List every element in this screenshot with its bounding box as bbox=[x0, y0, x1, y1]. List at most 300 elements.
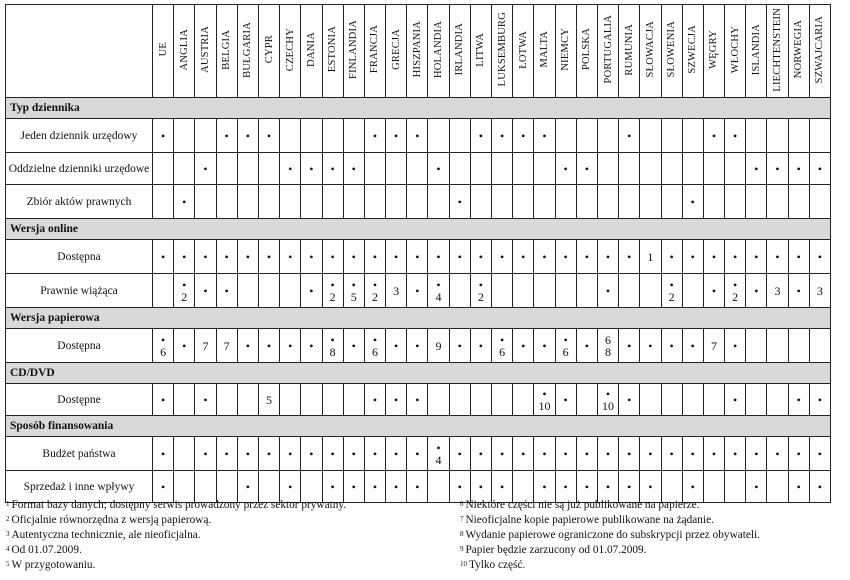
bullet-mark: • bbox=[542, 479, 547, 494]
footnote bbox=[460, 498, 760, 513]
table-cell bbox=[428, 153, 449, 185]
bullet-mark: • bbox=[499, 249, 505, 264]
table-cell bbox=[343, 329, 364, 363]
table-cell bbox=[555, 437, 576, 471]
cell-marks bbox=[789, 285, 809, 297]
cell-marks bbox=[810, 394, 830, 406]
bullet-mark: • bbox=[733, 392, 738, 407]
cell-marks bbox=[746, 448, 766, 460]
table-cell bbox=[407, 185, 428, 219]
cell-marks bbox=[662, 251, 682, 263]
bullet-mark: • bbox=[627, 128, 632, 143]
footnote-number: 7 bbox=[460, 515, 464, 523]
country-name: FRANCJA bbox=[369, 25, 381, 74]
cell-marks bbox=[471, 279, 491, 303]
footnote-ref: 6 bbox=[605, 332, 612, 347]
country-name: MALTA bbox=[538, 31, 550, 68]
table-cell bbox=[364, 384, 385, 416]
cell-marks bbox=[153, 394, 173, 406]
country-name: CYPR bbox=[263, 35, 275, 64]
table-cell bbox=[280, 329, 301, 363]
country-name: ANGLIA bbox=[178, 28, 190, 71]
table-cell bbox=[301, 437, 322, 471]
table-cell bbox=[619, 384, 640, 416]
cell-marks bbox=[153, 251, 173, 263]
table-cell bbox=[195, 274, 216, 308]
cell-marks bbox=[725, 394, 745, 406]
bullet-mark: • bbox=[521, 128, 526, 143]
cell-marks bbox=[217, 285, 237, 297]
table-cell bbox=[301, 153, 322, 185]
table-cell bbox=[746, 437, 767, 471]
country-name: UE bbox=[157, 42, 169, 57]
cell-marks bbox=[301, 251, 321, 263]
cell-marks bbox=[428, 442, 448, 466]
table-cell bbox=[174, 153, 195, 185]
table-cell bbox=[597, 153, 618, 185]
country-header bbox=[746, 5, 767, 98]
table-cell bbox=[725, 153, 746, 185]
bullet-mark: • bbox=[330, 249, 335, 264]
bullet-mark: • bbox=[605, 386, 611, 401]
table-cell bbox=[597, 119, 618, 153]
bullet-mark: • bbox=[415, 479, 420, 494]
table-cell bbox=[470, 185, 491, 219]
table-cell bbox=[174, 119, 195, 153]
bullet-mark: • bbox=[711, 249, 717, 264]
table-cell bbox=[386, 329, 407, 363]
bullet-mark: • bbox=[584, 161, 589, 176]
table-cell bbox=[534, 153, 555, 185]
table-cell bbox=[364, 437, 385, 471]
country-header bbox=[492, 5, 513, 98]
footnote-ref: 4 bbox=[435, 452, 442, 467]
footnote-number: 9 bbox=[460, 545, 464, 553]
table-cell bbox=[470, 153, 491, 185]
cell-marks bbox=[810, 481, 830, 493]
table-cell bbox=[280, 274, 301, 308]
cell-marks bbox=[386, 394, 406, 406]
cell-marks bbox=[344, 251, 364, 263]
cell-marks bbox=[344, 448, 364, 460]
table-cell bbox=[237, 240, 258, 274]
table-cell bbox=[216, 153, 237, 185]
footnotes-left bbox=[6, 498, 346, 573]
bullet-mark: • bbox=[754, 479, 759, 494]
country-name: SZWECJA bbox=[687, 25, 699, 74]
footnote-ref: 3 bbox=[816, 283, 823, 298]
country-name: SŁOWENIA bbox=[666, 21, 678, 78]
cell-marks bbox=[746, 163, 766, 175]
table-cell bbox=[322, 240, 343, 274]
table-cell bbox=[428, 471, 449, 503]
footnote-ref: 6 bbox=[562, 344, 569, 359]
cell-marks bbox=[534, 481, 554, 493]
table-cell bbox=[470, 329, 491, 363]
cell-marks bbox=[195, 251, 215, 263]
table-cell bbox=[767, 153, 788, 185]
table-cell bbox=[237, 153, 258, 185]
footnote-text: Nieoficjalne kopie papierowe publikowane na żądanie. bbox=[465, 514, 714, 526]
footnote-text: W przygotowaniu. bbox=[11, 559, 96, 571]
table-cell bbox=[597, 240, 618, 274]
table-cell bbox=[258, 384, 279, 416]
country-name: ŁOTWA bbox=[517, 30, 529, 69]
bullet-mark: • bbox=[203, 249, 208, 264]
table-cell bbox=[788, 437, 809, 471]
cell-marks bbox=[217, 130, 237, 142]
cell-marks bbox=[513, 130, 533, 142]
cell-marks bbox=[577, 481, 597, 493]
bullet-mark: • bbox=[266, 128, 272, 143]
table-cell bbox=[343, 471, 364, 503]
table-cell bbox=[682, 274, 703, 308]
cell-marks bbox=[640, 481, 660, 493]
table-cell bbox=[682, 240, 703, 274]
cell-marks bbox=[789, 481, 809, 493]
table-cell bbox=[619, 240, 640, 274]
cell-marks bbox=[386, 448, 406, 460]
table-cell bbox=[513, 119, 534, 153]
bullet-mark: • bbox=[415, 283, 420, 298]
table-cell bbox=[407, 329, 428, 363]
table-cell bbox=[703, 274, 724, 308]
table-cell bbox=[470, 274, 491, 308]
table-cell bbox=[555, 119, 576, 153]
table-cell bbox=[428, 437, 449, 471]
table-cell bbox=[449, 153, 470, 185]
bullet-mark: • bbox=[245, 479, 250, 494]
footnote-ref: 7 bbox=[202, 338, 209, 353]
bullet-mark: • bbox=[478, 277, 483, 292]
table-cell bbox=[492, 153, 513, 185]
bullet-mark: • bbox=[627, 479, 632, 494]
table-cell bbox=[597, 185, 618, 219]
country-header bbox=[555, 5, 576, 98]
cell-marks bbox=[259, 448, 279, 460]
country-header bbox=[597, 5, 618, 98]
cell-marks bbox=[492, 448, 512, 460]
table-row bbox=[6, 153, 831, 185]
country-name: AUSTRIA bbox=[199, 26, 211, 73]
cell-marks bbox=[428, 251, 448, 263]
country-header bbox=[343, 5, 364, 98]
country-header bbox=[725, 5, 746, 98]
table-cell bbox=[534, 119, 555, 153]
bullet-mark: • bbox=[182, 338, 187, 353]
table-cell bbox=[661, 329, 682, 363]
table-cell bbox=[767, 329, 788, 363]
table-cell bbox=[216, 240, 237, 274]
cell-marks bbox=[513, 251, 533, 263]
cell-marks bbox=[386, 285, 406, 297]
bullet-mark: • bbox=[309, 249, 314, 264]
table-cell bbox=[809, 240, 830, 274]
section-header-row bbox=[6, 308, 831, 329]
table-cell bbox=[343, 185, 364, 219]
bullet-mark: • bbox=[224, 249, 229, 264]
table-cell bbox=[153, 384, 174, 416]
footnote bbox=[6, 498, 346, 513]
table-cell bbox=[237, 119, 258, 153]
bullet-mark: • bbox=[499, 128, 505, 143]
table-cell bbox=[258, 437, 279, 471]
footnote-text: Papier będzie zarzucony od 01.07.2009. bbox=[465, 544, 647, 556]
table-cell bbox=[428, 329, 449, 363]
cell-marks bbox=[450, 196, 470, 208]
footnote-ref: 2 bbox=[477, 289, 484, 304]
table-cell bbox=[364, 119, 385, 153]
cell-marks bbox=[195, 340, 215, 352]
table-cell bbox=[619, 274, 640, 308]
footnotes-right bbox=[460, 498, 760, 573]
footnote-ref: 4 bbox=[435, 289, 442, 304]
table-cell bbox=[788, 153, 809, 185]
cell-marks bbox=[810, 163, 830, 175]
cell-marks bbox=[153, 334, 173, 358]
bullet-mark: • bbox=[288, 249, 293, 264]
footnote-ref: 9 bbox=[435, 338, 442, 353]
bullet-mark: • bbox=[499, 479, 505, 494]
cell-marks bbox=[725, 251, 745, 263]
bullet-mark: • bbox=[203, 161, 208, 176]
bullet-mark: • bbox=[160, 479, 166, 494]
bullet-mark: • bbox=[330, 446, 335, 461]
cell-marks bbox=[810, 251, 830, 263]
table-cell bbox=[640, 274, 661, 308]
cell-marks bbox=[259, 394, 279, 406]
table-row bbox=[6, 240, 831, 274]
bullet-mark: • bbox=[160, 332, 166, 347]
table-cell bbox=[280, 437, 301, 471]
table-cell bbox=[555, 240, 576, 274]
table-cell bbox=[301, 329, 322, 363]
row-label: Prawnie wiążąca bbox=[6, 274, 153, 308]
table-cell bbox=[576, 185, 597, 219]
footnote-text: Od 01.07.2009. bbox=[11, 544, 82, 556]
cell-marks bbox=[789, 448, 809, 460]
cell-marks bbox=[344, 481, 364, 493]
country-header bbox=[767, 5, 788, 98]
country-header bbox=[788, 5, 809, 98]
cell-marks bbox=[365, 130, 385, 142]
cell-marks bbox=[598, 334, 618, 358]
country-name: NIEMCY bbox=[560, 28, 572, 71]
bullet-mark: • bbox=[542, 128, 547, 143]
table-cell bbox=[386, 384, 407, 416]
cell-marks bbox=[556, 334, 576, 358]
bullet-mark: • bbox=[605, 249, 611, 264]
bullet-mark: • bbox=[775, 249, 780, 264]
footnote bbox=[6, 528, 346, 543]
bullet-mark: • bbox=[457, 479, 462, 494]
table-cell bbox=[407, 471, 428, 503]
table-cell bbox=[237, 185, 258, 219]
bullet-mark: • bbox=[711, 128, 717, 143]
cell-marks bbox=[619, 251, 639, 263]
cell-marks bbox=[534, 340, 554, 352]
bullet-mark: • bbox=[309, 338, 314, 353]
cell-marks bbox=[492, 130, 512, 142]
table-cell bbox=[386, 437, 407, 471]
table-cell bbox=[555, 384, 576, 416]
cell-marks bbox=[259, 251, 279, 263]
cell-marks bbox=[683, 448, 703, 460]
table-cell bbox=[534, 329, 555, 363]
table-cell bbox=[492, 437, 513, 471]
footnote-number: 1 bbox=[6, 500, 10, 508]
bullet-mark: • bbox=[796, 283, 801, 298]
bullet-mark: • bbox=[754, 249, 759, 264]
country-name: LITWA bbox=[475, 32, 487, 67]
section-title: CD/DVD bbox=[6, 363, 831, 384]
country-header bbox=[661, 5, 682, 98]
table-cell bbox=[216, 119, 237, 153]
bullet-mark: • bbox=[754, 446, 759, 461]
table-cell bbox=[809, 384, 830, 416]
cell-marks bbox=[471, 130, 491, 142]
cell-marks bbox=[704, 448, 724, 460]
cell-marks bbox=[365, 481, 385, 493]
table-cell bbox=[258, 153, 279, 185]
cell-marks bbox=[789, 394, 809, 406]
cell-marks bbox=[789, 163, 809, 175]
country-header bbox=[216, 5, 237, 98]
country-name: BELGIA bbox=[221, 29, 233, 70]
cell-marks bbox=[810, 285, 830, 297]
footnote bbox=[6, 543, 346, 558]
bullet-mark: • bbox=[415, 392, 420, 407]
bullet-mark: • bbox=[160, 392, 166, 407]
cell-marks bbox=[407, 285, 427, 297]
table-cell bbox=[746, 329, 767, 363]
bullet-mark: • bbox=[288, 479, 293, 494]
bullet-mark: • bbox=[394, 128, 399, 143]
table-cell bbox=[364, 329, 385, 363]
cell-marks bbox=[450, 340, 470, 352]
bullet-mark: • bbox=[394, 249, 399, 264]
cell-marks bbox=[683, 481, 703, 493]
table-cell bbox=[703, 240, 724, 274]
country-name: DANIA bbox=[305, 32, 317, 67]
table-cell bbox=[513, 329, 534, 363]
table-cell bbox=[682, 119, 703, 153]
bullet-mark: • bbox=[457, 194, 462, 209]
cell-marks bbox=[407, 394, 427, 406]
table-cell bbox=[809, 153, 830, 185]
footnote-ref: 6 bbox=[371, 344, 378, 359]
country-name: NORWEGIA bbox=[793, 20, 805, 79]
row-label: Dostępna bbox=[6, 240, 153, 274]
table-cell bbox=[216, 274, 237, 308]
cell-marks bbox=[280, 251, 300, 263]
table-cell bbox=[364, 274, 385, 308]
bullet-mark: • bbox=[733, 446, 738, 461]
table-cell bbox=[301, 185, 322, 219]
table-cell bbox=[597, 329, 618, 363]
cell-marks bbox=[471, 251, 491, 263]
table-cell bbox=[174, 437, 195, 471]
cell-marks bbox=[619, 448, 639, 460]
cell-marks bbox=[323, 251, 343, 263]
table-cell bbox=[767, 384, 788, 416]
bullet-mark: • bbox=[584, 446, 589, 461]
table-cell bbox=[809, 329, 830, 363]
table-cell bbox=[746, 119, 767, 153]
table-cell bbox=[661, 384, 682, 416]
table-cell bbox=[343, 384, 364, 416]
table-cell bbox=[597, 437, 618, 471]
bullet-mark: • bbox=[224, 128, 229, 143]
cell-marks bbox=[238, 340, 258, 352]
bullet-mark: • bbox=[478, 338, 483, 353]
table-cell bbox=[534, 240, 555, 274]
cell-marks bbox=[577, 251, 597, 263]
table-cell bbox=[576, 119, 597, 153]
table-cell bbox=[386, 119, 407, 153]
cell-marks bbox=[407, 481, 427, 493]
cell-marks bbox=[153, 130, 173, 142]
bullet-mark: • bbox=[796, 392, 801, 407]
cell-marks bbox=[323, 481, 343, 493]
cell-marks bbox=[238, 251, 258, 263]
table-cell bbox=[703, 329, 724, 363]
cell-marks bbox=[323, 163, 343, 175]
row-label: Oddzielne dzienniki urzędowe bbox=[6, 153, 153, 185]
cell-marks bbox=[407, 130, 427, 142]
table-cell bbox=[534, 384, 555, 416]
bullet-mark: • bbox=[436, 249, 441, 264]
cell-marks bbox=[386, 481, 406, 493]
bullet-mark: • bbox=[817, 479, 822, 494]
footnote-text: Autentyczna technicznie, ale nieoficjalna. bbox=[11, 529, 201, 541]
table-cell bbox=[746, 240, 767, 274]
table-cell bbox=[470, 384, 491, 416]
cell-marks bbox=[513, 448, 533, 460]
bullet-mark: • bbox=[372, 277, 378, 292]
bullet-mark: • bbox=[648, 338, 653, 353]
country-name: IRLANDIA bbox=[454, 23, 466, 76]
cell-marks bbox=[238, 130, 258, 142]
bullet-mark: • bbox=[330, 277, 335, 292]
bullet-mark: • bbox=[775, 446, 780, 461]
cell-marks bbox=[407, 448, 427, 460]
bullet-mark: • bbox=[733, 338, 738, 353]
bullet-mark: • bbox=[521, 446, 526, 461]
table-cell bbox=[343, 119, 364, 153]
table-cell bbox=[725, 384, 746, 416]
table-cell bbox=[470, 119, 491, 153]
footnote-ref: 8 bbox=[605, 344, 612, 359]
table-cell bbox=[513, 274, 534, 308]
bullet-mark: • bbox=[542, 249, 547, 264]
table-cell bbox=[195, 119, 216, 153]
table-cell bbox=[343, 240, 364, 274]
cell-marks bbox=[323, 448, 343, 460]
cell-marks bbox=[450, 251, 470, 263]
table-cell bbox=[364, 153, 385, 185]
table-cell bbox=[788, 471, 809, 503]
cell-marks bbox=[640, 340, 660, 352]
country-name: SZWAJCARIA bbox=[814, 15, 826, 84]
country-header bbox=[386, 5, 407, 98]
section-header-row bbox=[6, 363, 831, 384]
country-header bbox=[322, 5, 343, 98]
table-cell bbox=[767, 437, 788, 471]
country-name: SŁOWACJA bbox=[644, 21, 656, 78]
table-corner bbox=[6, 5, 153, 98]
bullet-mark: • bbox=[499, 446, 505, 461]
